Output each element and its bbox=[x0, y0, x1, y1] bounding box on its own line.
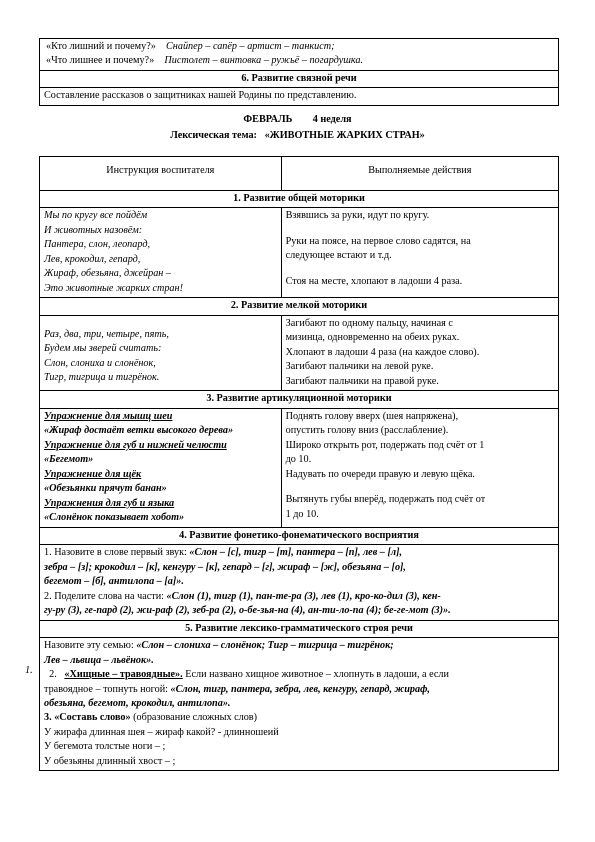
action-line: Поднять голову вверх (шея напряжена), bbox=[285, 410, 459, 422]
action-line: мизинца, одновременно на обеих руках. bbox=[285, 332, 460, 344]
list-marker: 1. bbox=[25, 665, 33, 676]
section-6-title: 6. Развитие связной речи bbox=[40, 70, 559, 87]
action-line: Руки на поясе, на первое слово садятся, на bbox=[285, 235, 471, 247]
task-3-title: 3. «Составь слово» bbox=[44, 712, 131, 724]
poem-line: Это животные жарких стран! bbox=[44, 282, 183, 294]
poem-line: Тигр, тигрица и тигрёнок. bbox=[44, 372, 160, 384]
exercise-name: «Жираф достаёт ветки высокого дерева» bbox=[44, 425, 234, 437]
task-2-text: обезьяна, бегемот, крокодил, антилопа». bbox=[44, 697, 231, 709]
task-1-text: Лев – львица – львёнок». bbox=[44, 654, 154, 666]
task-2-text: «Слон, тигр, пантера, зебра, лев, кенгуру, гепард, жираф, bbox=[170, 683, 430, 695]
action-line: Надувать по очереди правую и левую щёка. bbox=[285, 468, 475, 480]
main-table bbox=[39, 156, 559, 771]
section-2-poem bbox=[40, 315, 282, 390]
top-row-1 bbox=[40, 39, 559, 71]
task-2-prompt: 2. Поделите слова на части: bbox=[44, 590, 164, 602]
answer-2: Пистолет – винтовка – ружьё – погардушка. bbox=[164, 55, 364, 67]
section-1-poem bbox=[40, 208, 282, 298]
section-4-title: 4. Развитие фонетико-фонематического восприятия bbox=[40, 527, 559, 544]
section-3-actions bbox=[281, 408, 558, 527]
action-line: следующее встают и т.д. bbox=[285, 250, 392, 262]
week-label: 4 неделя bbox=[312, 114, 352, 125]
poem-line: Слон, слониха и слонёнок, bbox=[44, 357, 156, 369]
action-line: Хлопают в ладоши 4 раза (на каждое слово). bbox=[285, 346, 480, 358]
action-line: Загибают пальчики на правой руке. bbox=[285, 375, 439, 387]
theme-title: «ЖИВОТНЫЕ ЖАРКИХ СТРАН» bbox=[264, 130, 425, 141]
action-line: Взявшись за руки, идут по кругу. bbox=[285, 210, 430, 222]
action-line: опустить голову вниз (расслабление). bbox=[285, 425, 449, 437]
top-table bbox=[39, 38, 559, 106]
question-2: «Что лишнее и почему?» bbox=[46, 55, 155, 67]
exercise-heading: Упражнения для губ и языка bbox=[44, 497, 175, 509]
task-2-prompt: Если названо хищное животное – хлопнуть в ладоши, а если bbox=[185, 669, 449, 681]
section-5-body bbox=[40, 638, 559, 771]
poem-line: Раз, два, три, четыре, пять, bbox=[44, 328, 169, 340]
poem-line: Пантера, слон, леопард, bbox=[44, 239, 151, 251]
action-line: Широко открыть рот, подержать под счёт от 1 bbox=[285, 439, 485, 451]
exercise-heading: Упражнение для мышц шеи bbox=[44, 410, 173, 422]
section-2-actions bbox=[281, 315, 558, 390]
question-1: «Кто лишний и почему?» bbox=[46, 41, 156, 52]
theme-label: Лексическая тема: bbox=[170, 130, 257, 141]
exercise-name: «Слонёнок показывает хобот» bbox=[44, 512, 185, 524]
task-2-prompt: травоядное – топнуть ногой: bbox=[44, 683, 168, 695]
action-line: 1 до 10. bbox=[285, 508, 319, 520]
col-header-instruction: Инструкция воспитателя bbox=[40, 157, 282, 191]
section-5-title: 5. Развитие лексико-грамматического строя речи bbox=[40, 620, 559, 637]
theme-header bbox=[0, 129, 595, 143]
month-label: ФЕВРАЛЬ bbox=[243, 114, 293, 125]
task-1-text: зебра – [з]; крокодил – [к], кенгуру – [к], гепард – [г], жираф – [ж], обезьяна – [о], bbox=[44, 561, 406, 573]
task-2-title: «Хищные – травоядные». bbox=[64, 669, 183, 681]
poem-line: И животных назовём: bbox=[44, 224, 143, 236]
action-line: Стоя на месте, хлопают в ладоши 4 раза. bbox=[285, 275, 463, 287]
section-1-actions bbox=[281, 208, 558, 298]
action-line: Загибают по одному пальцу, начиная с bbox=[285, 317, 453, 329]
task-3-prompt: (образование сложных слов) bbox=[133, 712, 257, 724]
task-1-text: «Слон – слониха – слонёнок; Тигр – тигрица – тигрёнок; bbox=[136, 640, 394, 652]
task-3-line: У жирафа длинная шея – жираф какой? - длинношеий bbox=[44, 726, 279, 738]
task-3-line: У обезьяны длинный хвост – ; bbox=[44, 755, 176, 767]
task-1-prompt: Назовите эту семью: bbox=[44, 640, 134, 652]
poem-line: Лев, крокодил, гепард, bbox=[44, 253, 141, 265]
exercise-heading: Упражнение для губ и нижней челюсти bbox=[44, 439, 227, 451]
month-header bbox=[0, 113, 595, 127]
answer-1: Снайпер – сапёр – артист – танкист; bbox=[166, 41, 335, 52]
exercise-heading: Упражнение для щёк bbox=[44, 468, 142, 480]
task-2-number: 2. bbox=[49, 669, 57, 681]
exercise-name: «Бегемот» bbox=[44, 454, 94, 466]
task-2-text: «Слон (1), тигр (1), пан-те-ра (3), лев (1), кро-ко-дил (3), кен- bbox=[166, 590, 441, 602]
task-1-text: бегемот – [б], антилопа – [а]». bbox=[44, 576, 184, 588]
section-1-title: 1. Развитие общей моторики bbox=[40, 191, 559, 208]
section-2-title: 2. Развитие мелкой моторики bbox=[40, 298, 559, 315]
col-header-actions: Выполняемые действия bbox=[281, 157, 558, 191]
section-3-exercises bbox=[40, 408, 282, 527]
task-1-prompt: 1. Назовите в слове первый звук: bbox=[44, 547, 187, 559]
action-line: Загибают пальчики на левой руке. bbox=[285, 361, 434, 373]
task-1-text: «Слон – [с], тигр – [т], пантера – [п], лев – [л], bbox=[189, 547, 403, 559]
section-6-text: Составление рассказов о защитниках нашей Родины по представлению. bbox=[40, 88, 559, 105]
section-4-body bbox=[40, 545, 559, 620]
action-line: Вытянуть губы вперёд, подержать под счёт от bbox=[285, 494, 486, 506]
task-2-text: гу-ру (3), ге-пард (2), жи-раф (2), зеб-ра (2), о-бе-зья-на (4), ан-ти-ло-па (4); бе-ге-мот (3)». bbox=[44, 605, 451, 617]
poem-line: Будем мы зверей считать: bbox=[44, 343, 162, 355]
exercise-name: «Обезьянки прячут банан» bbox=[44, 483, 167, 495]
task-3-line: У бегемота толстые ноги – ; bbox=[44, 741, 166, 753]
section-3-title: 3. Развитие артикуляционной моторики bbox=[40, 391, 559, 408]
action-line: до 10. bbox=[285, 454, 312, 466]
poem-line: Жираф, обезьяна, джейран – bbox=[44, 268, 171, 280]
poem-line: Мы по кругу все пойдём bbox=[44, 210, 148, 222]
